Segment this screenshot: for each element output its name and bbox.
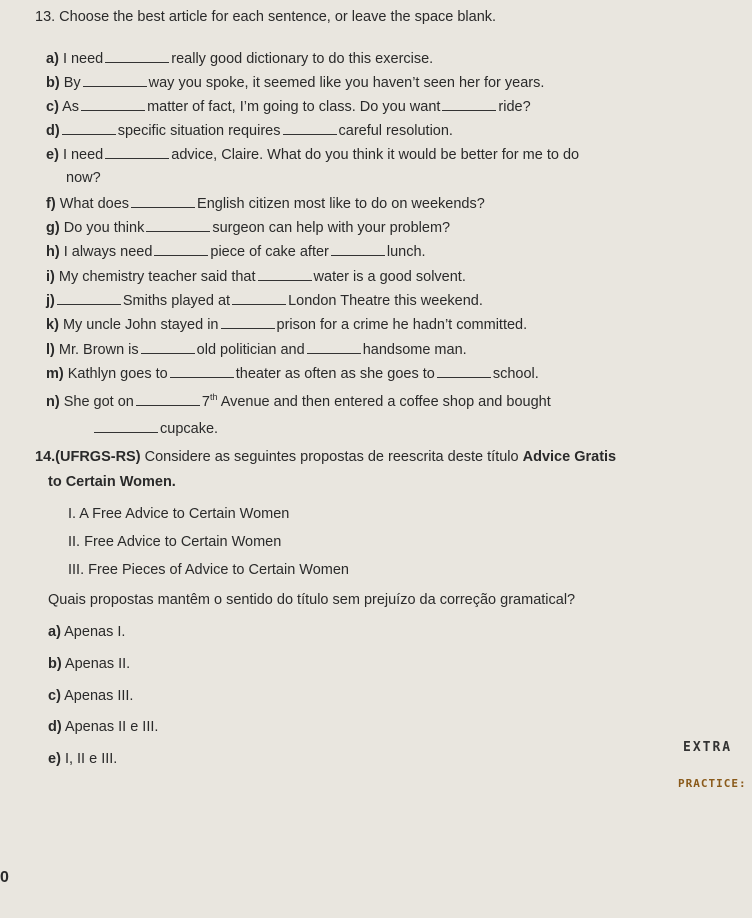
- item-m: m) Kathlyn goes to theater as often as she goes to school.: [46, 366, 539, 382]
- item-k: k) My uncle John stayed in prison for a crime he hadn’t committed.: [46, 317, 528, 333]
- option-b[interactable]: b) Apenas II.: [48, 656, 131, 672]
- option-d[interactable]: d) Apenas II e III.: [48, 719, 159, 735]
- option-c[interactable]: c) Apenas III.: [48, 688, 134, 704]
- item-l: l) Mr. Brown is old politician and handsome man.: [46, 342, 467, 358]
- blank[interactable]: [81, 98, 145, 111]
- blank[interactable]: [131, 195, 195, 208]
- item-b: b) By way you spoke, it seemed like you haven’t seen her for years.: [46, 75, 545, 91]
- extra-label: EXTRA: [683, 740, 733, 755]
- blank[interactable]: [94, 420, 158, 433]
- q14-title-continuation: to Certain Women.: [48, 474, 176, 490]
- blank[interactable]: [221, 316, 275, 329]
- option-a[interactable]: a) Apenas I.: [48, 624, 126, 640]
- item-j: j) Smiths played at London Theatre this weekend.: [46, 293, 483, 309]
- blank[interactable]: [331, 243, 385, 256]
- item-e-continuation: now?: [66, 170, 101, 186]
- item-n-continuation: cupcake.: [92, 420, 218, 437]
- item-a: a) I need really good dictionary to do this exercise.: [46, 51, 434, 67]
- blank[interactable]: [154, 243, 208, 256]
- blank[interactable]: [141, 341, 195, 354]
- blank[interactable]: [62, 122, 116, 135]
- practice-label: PRACTICE:: [678, 777, 747, 790]
- item-e: e) I need advice, Claire. What do you think it would be better for me to do: [46, 147, 580, 163]
- item-h: h) I always need piece of cake after lunch.: [46, 244, 426, 260]
- proposal-1: I. A Free Advice to Certain Women: [68, 506, 290, 522]
- item-g: g) Do you think surgeon can help with your problem?: [46, 220, 451, 236]
- blank[interactable]: [232, 292, 286, 305]
- proposal-3: III. Free Pieces of Advice to Certain Women: [68, 562, 349, 578]
- blank[interactable]: [442, 98, 496, 111]
- item-f: f) What does English citizen most like to do on weekends?: [46, 196, 485, 212]
- blank[interactable]: [307, 341, 361, 354]
- q14-title: 14.(UFRGS-RS) Considere as seguintes propostas de reescrita deste título Advice Gratis: [35, 449, 617, 465]
- blank[interactable]: [437, 365, 491, 378]
- item-n: n) She got on 7th Avenue and then entered a coffee shop and bought: [46, 392, 551, 410]
- q14-question: Quais propostas mantêm o sentido do título sem prejuízo da correção gramatical?: [48, 592, 576, 608]
- page-number: 0: [0, 869, 9, 886]
- item-c: c) As matter of fact, I’m going to class. Do you want ride?: [46, 99, 531, 115]
- blank[interactable]: [136, 393, 200, 406]
- item-i: i) My chemistry teacher said that water is a good solvent.: [46, 269, 466, 285]
- blank[interactable]: [146, 219, 210, 232]
- blank[interactable]: [105, 50, 169, 63]
- blank[interactable]: [105, 146, 169, 159]
- blank[interactable]: [170, 365, 234, 378]
- option-e[interactable]: e) I, II e III.: [48, 751, 118, 767]
- q13-title: 13. Choose the best article for each sentence, or leave the space blank.: [35, 9, 497, 25]
- blank[interactable]: [57, 292, 121, 305]
- blank[interactable]: [283, 122, 337, 135]
- item-d: d) specific situation requires careful resolution.: [46, 123, 453, 139]
- blank[interactable]: [258, 268, 312, 281]
- blank[interactable]: [83, 74, 147, 87]
- proposal-2: II. Free Advice to Certain Women: [68, 534, 282, 550]
